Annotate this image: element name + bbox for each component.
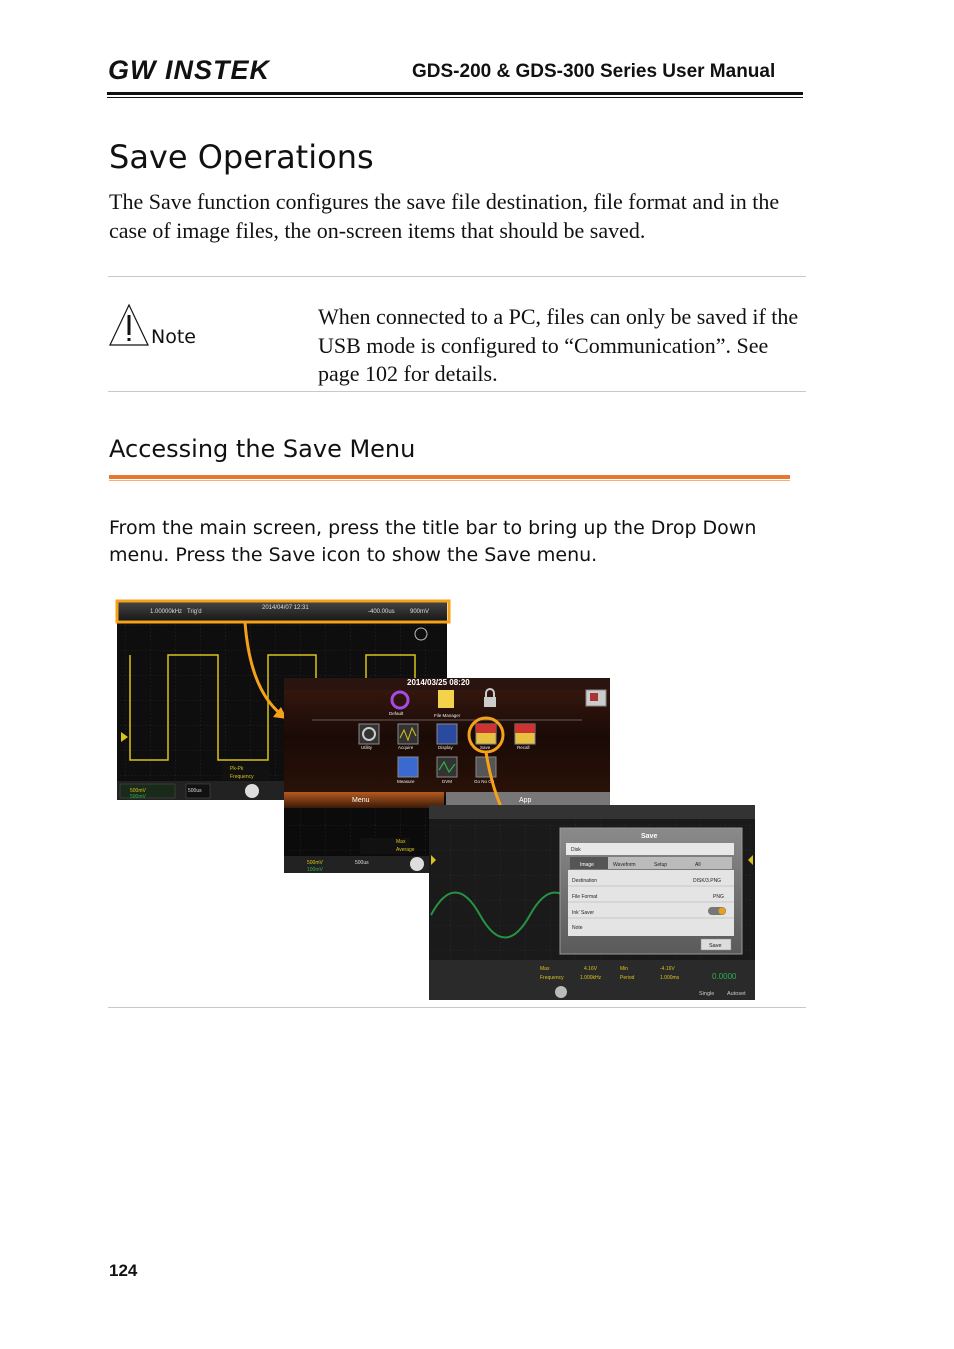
screen3-autoset: Autoset (727, 991, 746, 997)
brand-logo: GW INSTEK (108, 55, 270, 85)
save-tab-all[interactable]: All (695, 862, 701, 868)
warning-icon (108, 303, 150, 347)
save-row-format-label: File Format (572, 894, 598, 900)
save-dialog-disk: Disk (571, 847, 581, 853)
save-button[interactable]: Save (709, 943, 722, 949)
menu-icon-recall: Recall (517, 745, 530, 750)
screen1-freq: 1.00000kHz (150, 609, 183, 615)
save-row-destination-label: Destination (572, 878, 598, 884)
save-tab-image[interactable]: Image (580, 862, 594, 868)
menu-icon-file-manager: File Manager (434, 713, 461, 718)
menu-icon-display: Display (438, 745, 453, 750)
screen1-trig: Trig'd (187, 609, 202, 615)
menu-icon-utility: Utility (361, 745, 372, 750)
screen3-meas3-val: -4.16V (660, 966, 675, 972)
screen1-datetime: 2014/04/07 12:31 (262, 605, 309, 611)
screen2-meas2: Average (396, 847, 415, 853)
screen2-ch2-scale: 100mV (307, 867, 323, 873)
save-row-ink-saver-label: Ink’ Saver (572, 910, 595, 916)
subsection-text: From the main screen, press the title bar to bring up the Drop Down menu. Press the Save icon to show the Save menu. (109, 517, 757, 566)
screen2-datetime: 2014/03/25 08:20 (407, 678, 470, 687)
screen1-meas1: Pk-Pk (230, 766, 244, 772)
screen1-meas2: Frequency (230, 774, 254, 780)
oscilloscope-figure (0, 590, 954, 1010)
menu-tab-label: Menu (352, 797, 370, 804)
menu-icon-default: Default (389, 711, 404, 716)
screen2-timebase: 500us (355, 860, 369, 866)
screen3-meas2: Frequency (540, 975, 564, 981)
screen3-dvm-value: 0.0000 (712, 972, 737, 981)
save-tab-setup[interactable]: Setup (654, 862, 668, 868)
menu-icon-dvm: DVM (442, 779, 452, 784)
save-row-format-value[interactable]: PNG (713, 894, 724, 900)
screen3-meas3: Min (620, 966, 629, 972)
menu-icon-measure: Measure (397, 779, 415, 784)
divider (108, 276, 806, 277)
screen2-meas1: Max (396, 839, 406, 845)
screen1-ch2-scale: 500mV (130, 794, 146, 800)
section-title: Save Operations (109, 138, 374, 176)
menu-icon-acquire: Acquire (398, 745, 414, 750)
menu-icon-go-no-go: Go No Go (474, 779, 495, 784)
screen3-meas2-val: 1.000kHz (580, 975, 602, 981)
note-label: Note (151, 326, 196, 348)
screen3-single: Single (699, 991, 715, 997)
menu-icon-save: Save (480, 745, 491, 750)
screen1-ch1-scale: 500mV (130, 788, 146, 794)
screen3-meas4-val: 1.000ms (660, 975, 680, 981)
screen3-meas1-val: 4.16V (584, 966, 598, 972)
divider (108, 391, 806, 392)
screen2-ch1-scale: 500mV (307, 860, 323, 866)
app-tab-label: App (519, 797, 532, 804)
save-row-note-label: Note (572, 925, 583, 931)
screen3-meas4: Period (620, 975, 635, 981)
screen1-timebase: 500us (188, 788, 202, 794)
header-rule (107, 92, 803, 95)
manual-title: GDS-200 & GDS-300 Series User Manual (412, 61, 776, 82)
header-rule-thin (107, 97, 803, 98)
save-dialog-title: Save (641, 833, 658, 840)
note-text: When connected to a PC, files can only be saved if the USB mode is configured to “Communication”. See page 102 for details. (318, 304, 799, 386)
subsection-rule (109, 475, 790, 479)
save-row-destination-value[interactable]: DISK/3.PNG (693, 878, 722, 884)
subsection-title: Accessing the Save Menu (109, 435, 416, 463)
screen1-trig-level: 900mV (410, 609, 430, 615)
divider (108, 1007, 806, 1008)
save-tab-waveform[interactable]: Waveform (613, 862, 636, 868)
page-number: 124 (109, 1261, 138, 1280)
screen1-time-offset: -400.00us (368, 609, 395, 615)
section-intro: The Save function configures the save file destination, file format and in the case of image files, the on-screen items that should be saved. (109, 189, 780, 243)
subsection-rule-light (109, 480, 790, 481)
screen3-meas1: Max (540, 966, 550, 972)
